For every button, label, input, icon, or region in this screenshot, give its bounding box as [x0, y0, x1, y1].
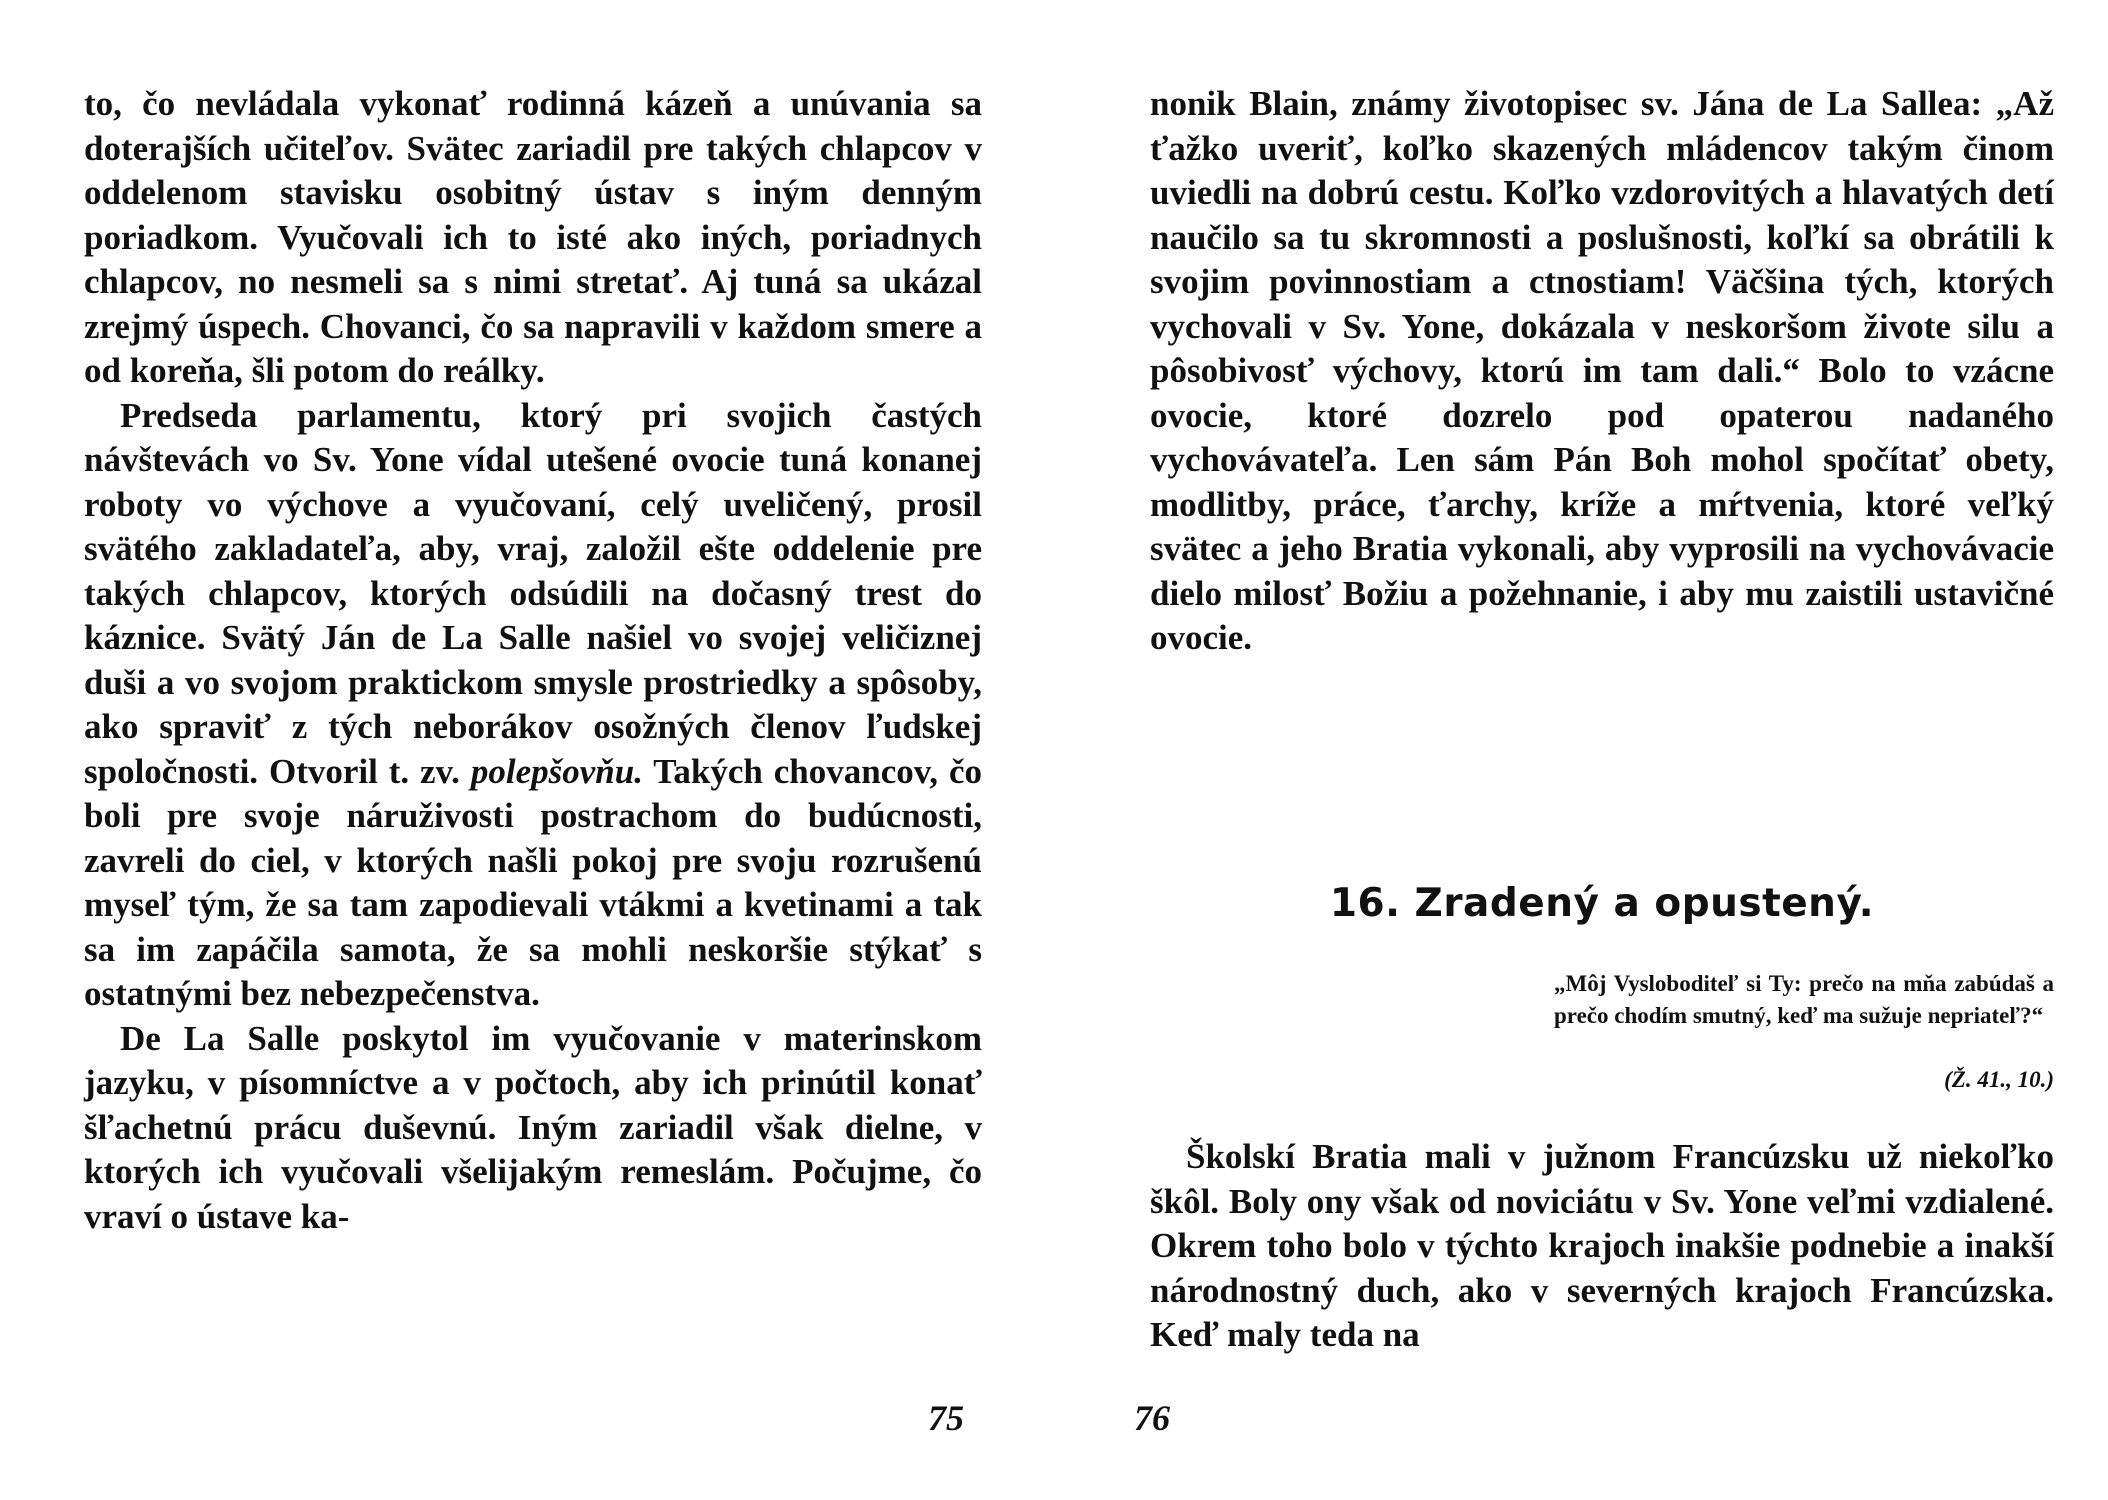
right-page	[1054, 0, 2108, 1500]
paragraph-2	[84, 394, 982, 1017]
chapter-first-paragraph: Školskí Bratia mali v južnom Francúzsku už niekoľko škôl. Boly ony však od noviciátu v Sv. Yone veľmi vzdialené. Okrem toho bolo v týchto krajoch inakšie podnebie a inakší národnostný duch, ako v severných krajoch Francúzska. Keď maly teda na	[1150, 1137, 2054, 1354]
paragraph-3: De La Salle poskytol im vyučovanie v materinskom jazyku, v písomníctve a v počtoch, aby ich prinútil konať šľachetnú prácu duševnú. Iným zariadil však dielne, v ktorých ich vyučovali všelijakým remeslám. Počujme, čo vraví o ústave ka-	[84, 1018, 982, 1236]
right-page-body-text	[1150, 1135, 2054, 1358]
paragraph-1: to, čo nevládala vykonať rodinná kázeň a unúvania sa doterajších učiteľov. Svätec zariadil pre takých chlapcov v oddelenom stavisku osobitný ústav s iným denným poriadkom. Vyučovali ich to isté ako iných, poriadnych chlapcov, no nesmeli sa s nimi stretať. Aj tuná sa ukázal zrejmý úspech. Chovanci, čo sa napravili v každom smere a od koreňa, šli potom do reálky.	[84, 84, 982, 390]
right-page-top-text	[1150, 82, 2054, 661]
page-number-right: 76	[1134, 1398, 1170, 1438]
chapter-title: 16. Zradený a opustený.	[1329, 881, 1875, 926]
page-number-left: 75	[928, 1398, 964, 1438]
epigraph-reference: (Ž. 41., 10.)	[1944, 1067, 2054, 1092]
continued-paragraph: nonik Blain, známy životopisec sv. Jána de La Sallea: „Až ťažko uveriť, koľko skazených mládencov takým činom uviedli na dobrú cestu. Koľko vzdorovitých a hlavatých detí naučilo sa tu skromnosti a poslušnosti, koľkí sa obrátili k svojim povinnostiam a ctnostiam! Väčšina tých, ktorých vychovali v Sv. Yone, dokázala v neskoršom živote silu a pôsobivosť výchovy, ktorú im tam dali.“ Bolo to vzácne ovocie, ktoré dozrelo pod opaterou nadaného vychovávateľa. Len sám Pán Boh mohol spočítať obety, modlitby, práce, ťarchy, kríže a mŕtvenia, ktoré veľký svätec a jeho Bratia vykonali, aby vyprosili na vychovávacie dielo milosť Božiu a požehnanie, i aby mu zaistili ustavičné ovocie.	[1150, 84, 2054, 657]
left-page-text	[84, 82, 982, 1239]
epigraph-quote: „Môj Vysloboditeľ si Ty: prečo na mňa zabúdaš a prečo chodím smutný, keď ma sužuje nepriateľ?“	[1554, 971, 2054, 1028]
emphasis-polepsovnu: polepšovňu.	[470, 751, 643, 791]
paragraph-2-continued: Takých chovancov, čo boli pre svoje náruživosti postrachom do budúcnosti, zavreli do ciel, v ktorých našli pokoj pre svoju rozrušenú myseľ tým, že sa tam zapodievali vtákmi a kvetinami a tak sa im zapáčila samota, že sa mohli neskoršie stýkať s ostatnými bez nebezpečenstva.	[84, 751, 983, 1013]
paragraph-2-text: Predseda parlamentu, ktorý pri svojich častých návštevách vo Sv. Yone vídal utešené ovocie tuná konanej roboty vo výchove a vyučovaní, celý uveličený, prosil svätého zakladateľa, aby, vraj, založil ešte oddelenie pre takých chlapcov, ktorých odsúdili na dočasný trest do káznice. Svätý Ján de La Salle našiel vo svojej veličiznej duši a vo svojom praktickom smysle prostriedky a spôsoby, ako spraviť z tých neborákov osožných členov ľudskej spoločnosti. Otvoril t. zv.	[84, 395, 982, 791]
